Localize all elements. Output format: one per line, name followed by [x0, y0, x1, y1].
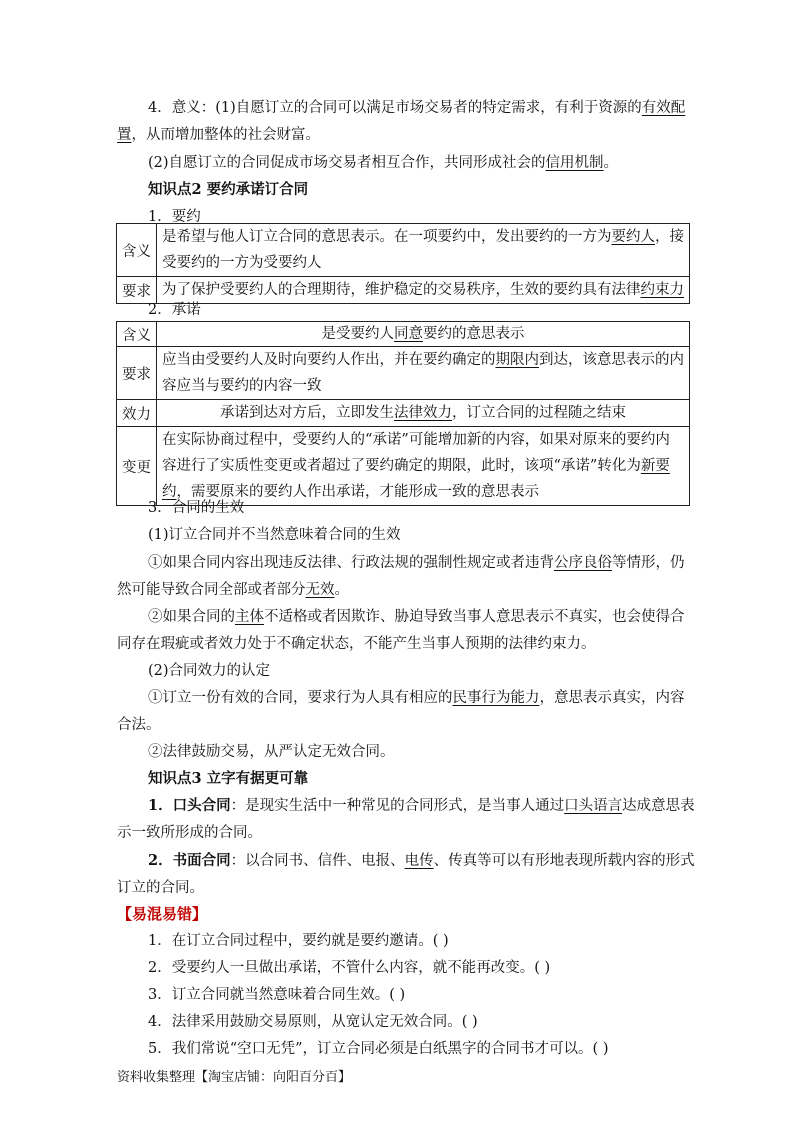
oral-contract-b: 示一致所形成的合同。: [117, 825, 262, 841]
row-value: 在实际协商过程中，受要约人的“承诺”可能增加新的内容，如果对原来的要约内 容进行了实质性变更或者超过了要约确定的期限，此时，该项“承诺”转化为新要 约，需要原来的要约人作出承诺，才能形成一致的意思表示: [157, 427, 690, 506]
meaning-line-1: 4．意义：(1)自愿订立的合同可以满足市场交易者的特定需求，有利于资源的有效配: [148, 100, 686, 116]
effect-para-2: ②如果合同的主体不适格或者因欺诈、胁迫导致当事人意思表示不真实，也会使得合: [148, 609, 685, 625]
list-item: 3．订立合同就当然意味着合同生效。( ): [148, 987, 406, 1003]
kp3-heading: 知识点3 立字有据更可靠: [148, 770, 309, 787]
row-key: 效力: [117, 400, 157, 427]
written-contract-b: 订立的合同。: [117, 880, 204, 896]
list-item: 4．法律采用鼓励交易原则，从宽认定无效合同。( ): [148, 1014, 478, 1030]
table-row: [117, 400, 690, 427]
kp2-heading: 知识点2 要约承诺订合同: [148, 181, 309, 198]
offer-table: [116, 223, 690, 304]
effect-para-2b: 同存在瑕疵或者效力处于不确定状态，不能产生当事人预期的法律约束力。: [117, 636, 596, 652]
effect-heading: 3．合同的生效: [148, 500, 245, 516]
list-item: 1．在订立合同过程中，要约就是要约邀请。( ): [148, 933, 449, 949]
row-key: 要求: [117, 277, 157, 304]
effect-sub-1: (1)订立合同并不当然意味着合同的生效: [148, 527, 401, 543]
row-value: 为了保护受要约人的合理期待，维护稳定的交易秩序，生效的要约具有法律约束力: [157, 277, 690, 304]
row-key: 要求: [117, 347, 157, 400]
offer-heading: 1．要约: [148, 209, 201, 225]
effect-para-1: ①如果合同内容出现违反法律、行政法规的强制性规定或者违背公序良俗等情形，仍: [148, 555, 685, 571]
meaning-line-2: 置，从而增加整体的社会财富。: [117, 127, 320, 143]
confuse-heading: 【易混易错】: [117, 905, 208, 923]
row-value: 承诺到达对方后，立即发生法律效力，订立合同的过程随之结束: [157, 400, 690, 427]
oral-contract: 1．口头合同：是现实生活中一种常见的合同形式，是当事人通过口头语言达成意思表: [148, 797, 695, 814]
list-item: 5．我们常说“空口无凭”，订立合同必须是白纸黑字的合同书才可以。( ): [148, 1041, 609, 1057]
meaning-line-3: (2)自愿订立的合同促成市场交易者相互合作，共同形成社会的信用机制。: [148, 155, 619, 171]
acceptance-table: [116, 321, 690, 506]
row-key: 含义: [117, 322, 157, 347]
effect-sub-2: (2)合同效力的认定: [148, 663, 271, 679]
row-value: 应当由受要约人及时向要约人作出，并在要约确定的期限内到达，该意思表示的内 容应当与要约的内容一致: [157, 347, 690, 400]
written-contract: 2．书面合同：以合同书、信件、电报、电传、传真等可以有形地表现所载内容的形式: [148, 852, 695, 869]
footer-note: 资料收集整理【淘宝店铺：向阳百分百】: [117, 1070, 352, 1085]
row-value: 是希望与他人订立合同的意思表示。在一项要约中，发出要约的一方为要约人，接 受要约的一方为受要约人: [157, 224, 690, 277]
table-row: [117, 347, 690, 400]
effect-para-3: ①订立一份有效的合同，要求行为人具有相应的民事行为能力，意思表示真实，内容: [148, 690, 685, 706]
effect-para-3b: 合法。: [117, 717, 161, 733]
row-key: 变更: [117, 427, 157, 506]
acceptance-heading: 2．承诺: [148, 302, 201, 318]
row-value: 是受要约人同意要约的意思表示: [157, 322, 690, 347]
table-row: [117, 224, 690, 277]
list-item: 2．受要约人一旦做出承诺，不管什么内容，就不能再改变。( ): [148, 960, 551, 976]
row-key: 含义: [117, 224, 157, 277]
effect-para-4: ②法律鼓励交易，从严认定无效合同。: [148, 744, 395, 760]
effect-para-1b: 然可能导致合同全部或者部分无效。: [117, 582, 349, 598]
table-row: [117, 322, 690, 347]
